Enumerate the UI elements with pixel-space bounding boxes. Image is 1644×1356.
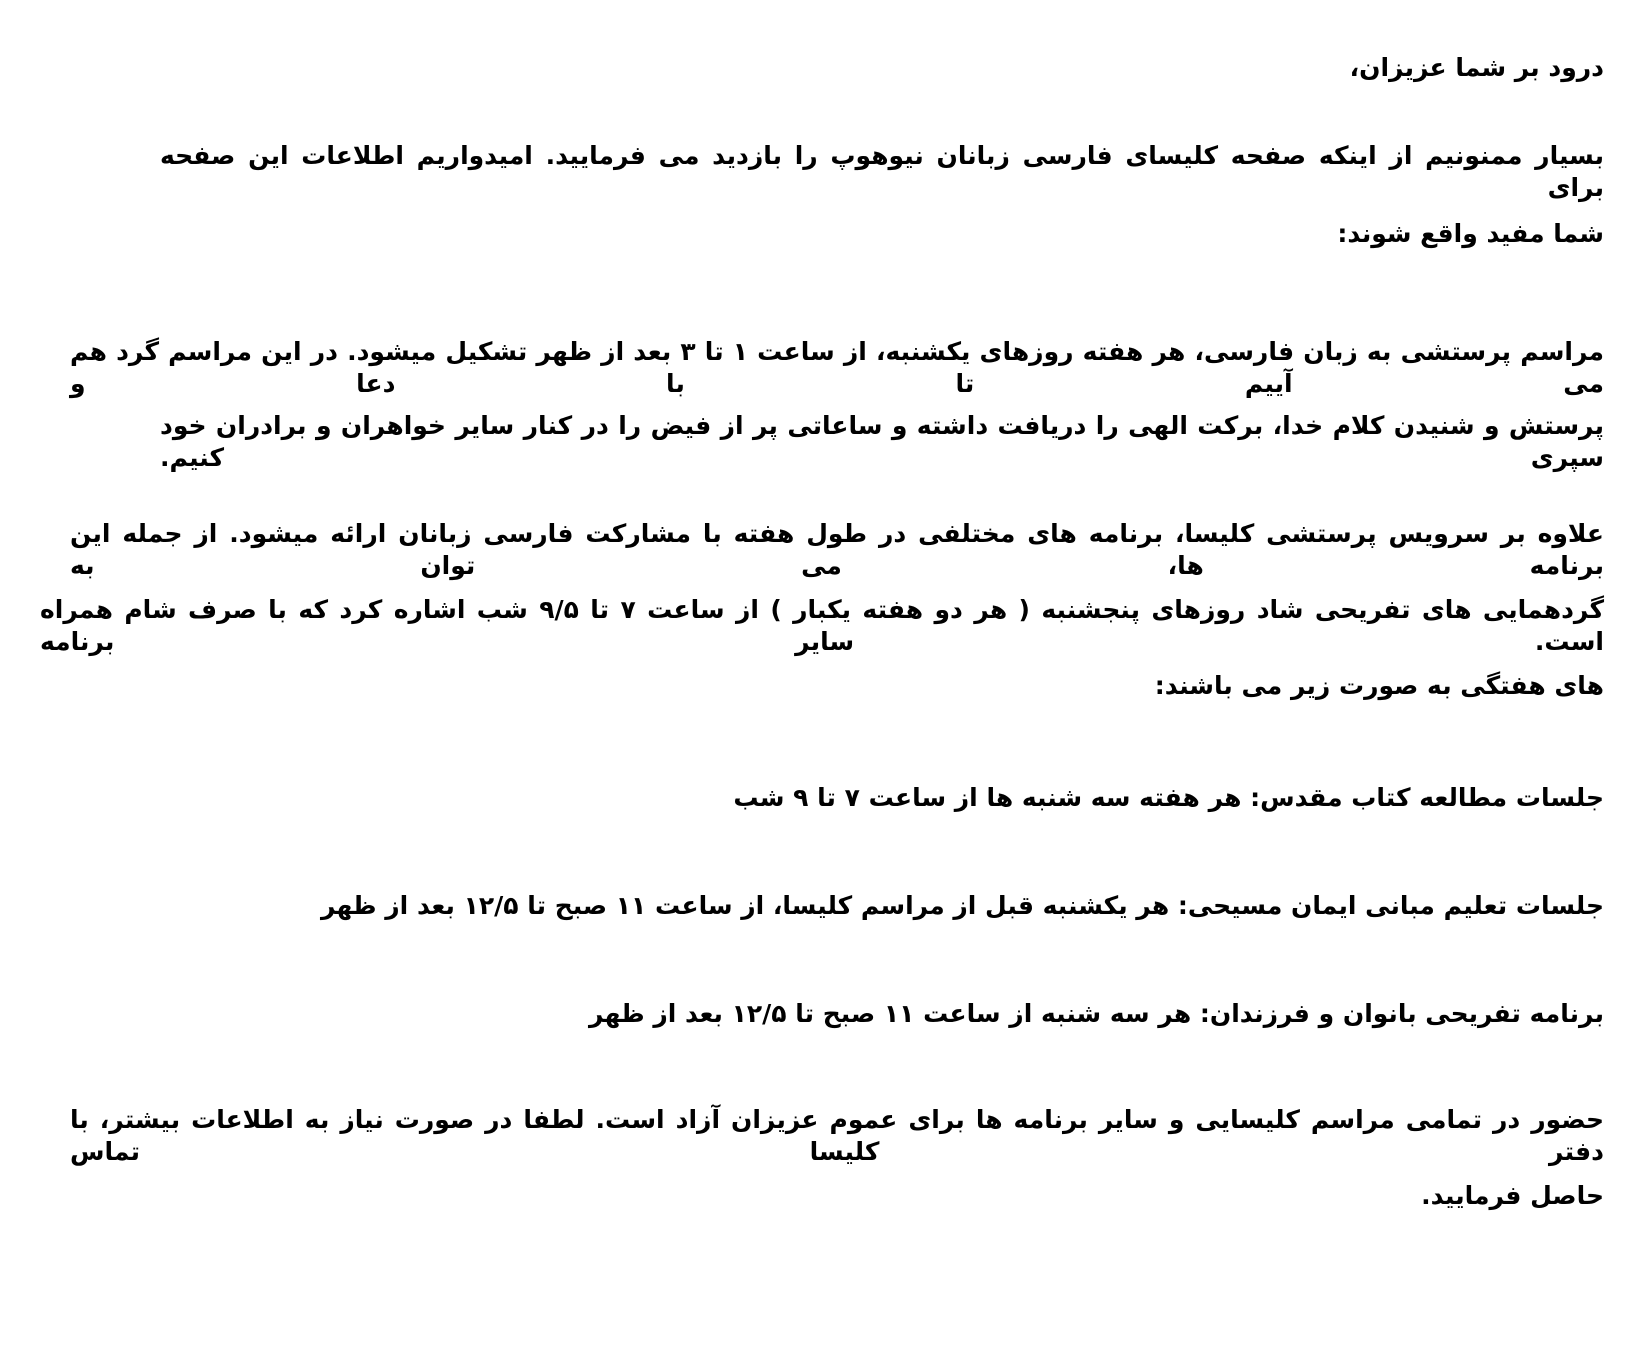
programs-line-1: علاوه بر سرویس پرستشی کلیسا، برنامه های مختلفی در طول هفته با مشارکت فارسی زبانان ارائه میشود. از جمله این برنامه ها، می توان به	[70, 519, 1604, 580]
intro-line-2: شما مفید واقع شوند:	[1337, 219, 1604, 248]
worship-line-2: پرستش و شنیدن کلام خدا، برکت الهی را دریافت داشته و ساعاتی پر از فیض را در کنار سایر خواهران و برادران خود سپری کنیم.	[160, 411, 1604, 472]
intro-line-1: بسیار ممنونیم از اینکه صفحه کلیسای فارسی زبانان نیوهوپ را بازدید می فرمایید. امیدواریم اطلاعات این صفحه برای	[160, 141, 1604, 202]
document-page	[40, 0, 1604, 1356]
schedule-women-children: برنامه تفریحی بانوان و فرزندان: هر سه شنبه از ساعت ۱۱ صبح تا ۱۲/۵ بعد از ظهر	[589, 999, 1604, 1028]
worship-line-1: مراسم پرستشی به زبان فارسی، هر هفته روزهای یکشنبه، از ساعت ۱ تا ۳ بعد از ظهر تشکیل میشود. در این مراسم گرد هم می آییم تا با دعا و	[70, 337, 1604, 398]
programs-line-3: های هفتگی به صورت زیر می باشند:	[1154, 671, 1604, 700]
closing-line-1: حضور در تمامی مراسم کلیسایی و سایر برنامه ها برای عموم عزیزان آزاد است. لطفا در صورت نیاز به اطلاعات بیشتر، با دفتر کلیسا تماس	[70, 1105, 1604, 1166]
programs-line-2: گردهمایی های تفریحی شاد روزهای پنجشنبه ( هر دو هفته یکبار ) از ساعت ۷ تا ۹/۵ شب اشاره کرد که با صرف شام همراه است. سایر برنامه	[40, 595, 1604, 656]
greeting-text: درود بر شما عزیزان،	[1349, 53, 1604, 82]
schedule-bible-study: جلسات مطالعه کتاب مقدس: هر هفته سه شنبه ها از ساعت ۷ تا ۹ شب	[733, 783, 1604, 812]
closing-line-2: حاصل فرمایید.	[1421, 1181, 1604, 1210]
schedule-foundations: جلسات تعلیم مبانی ایمان مسیحی: هر یکشنبه قبل از مراسم کلیسا، از ساعت ۱۱ صبح تا ۱۲/۵ بعد از ظهر	[320, 891, 1604, 920]
